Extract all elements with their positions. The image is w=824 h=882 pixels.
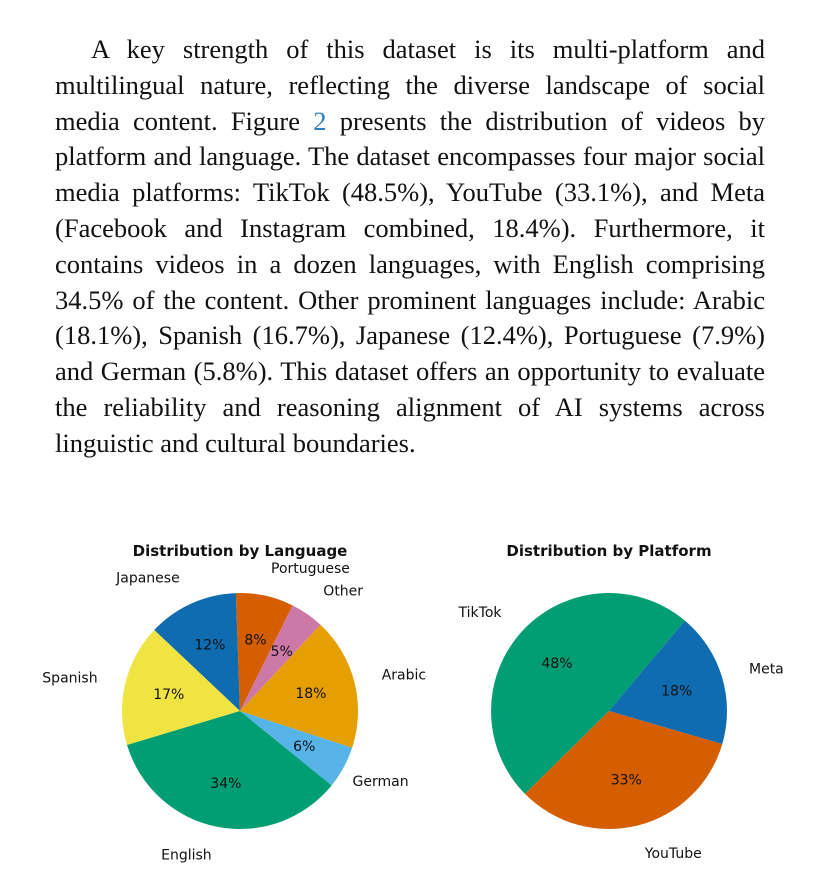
pie-pct-label-tiktok: 48% [541, 656, 573, 672]
pie-category-label-other: Other [323, 583, 364, 600]
pie-category-label-english: English [161, 847, 212, 864]
pie-category-label-meta: Meta [749, 661, 784, 678]
pie-pct-label-portuguese: 8% [244, 632, 267, 649]
paragraph-text-after: presents the distribution of videos by platform and language. The dataset encompasses four major social media platforms: TikTok (48.5%), YouTube (33.1%), and Meta (Facebook and Instagram combined, 18.4%). Furthermore, it contains videos in a dozen languages, with English comprising 34.5% of the content. Other prominent languages include: Arabic (18.1%), Spanish (16.7%), Japanese (12.4%), Portuguese (7.9%) and German (5.8%). This dataset offers an opportunity to evaluate the reliability and reasoning alignment of AI systems across linguistic and cultural boundaries. [55, 105, 765, 458]
pie-pct-label-german: 6% [293, 739, 316, 755]
pie-category-label-japanese: Japanese [116, 570, 180, 587]
pie-pct-label-spanish: 17% [153, 687, 185, 704]
figure-pie-charts [0, 525, 824, 882]
platform-chart-title: Distribution by Platform [506, 542, 712, 560]
platform-pie-slices [458, 593, 784, 862]
pie-pct-label-other: 5% [270, 643, 293, 660]
pie-pct-label-english: 34% [210, 775, 242, 792]
language-chart-title: Distribution by Language [132, 542, 348, 560]
figure-reference-link[interactable]: 2 [313, 105, 327, 136]
pie-pct-label-youtube: 33% [610, 772, 642, 789]
pie-category-label-tiktok: TikTok [458, 604, 502, 621]
pie-pct-label-japanese: 12% [194, 637, 226, 654]
pie-category-label-portuguese: Portuguese [271, 561, 350, 577]
language-pie-chart [42, 542, 426, 864]
pie-category-label-arabic: Arabic [381, 667, 427, 684]
pie-category-label-german: German [352, 774, 409, 790]
pie-pct-label-meta: 18% [661, 683, 693, 700]
pie-pct-label-arabic: 18% [295, 685, 327, 702]
paragraph-text-before: A key strength of this dataset is its multi-platform and multilingual nature, reflecting the diverse landscape of social media content. Figure [55, 34, 765, 136]
pie-category-label-spanish: Spanish [42, 670, 98, 687]
platform-pie-chart [458, 542, 784, 862]
language-pie-slices [42, 561, 426, 864]
pie-category-label-youtube: YouTube [644, 845, 702, 862]
body-paragraph [55, 32, 765, 462]
